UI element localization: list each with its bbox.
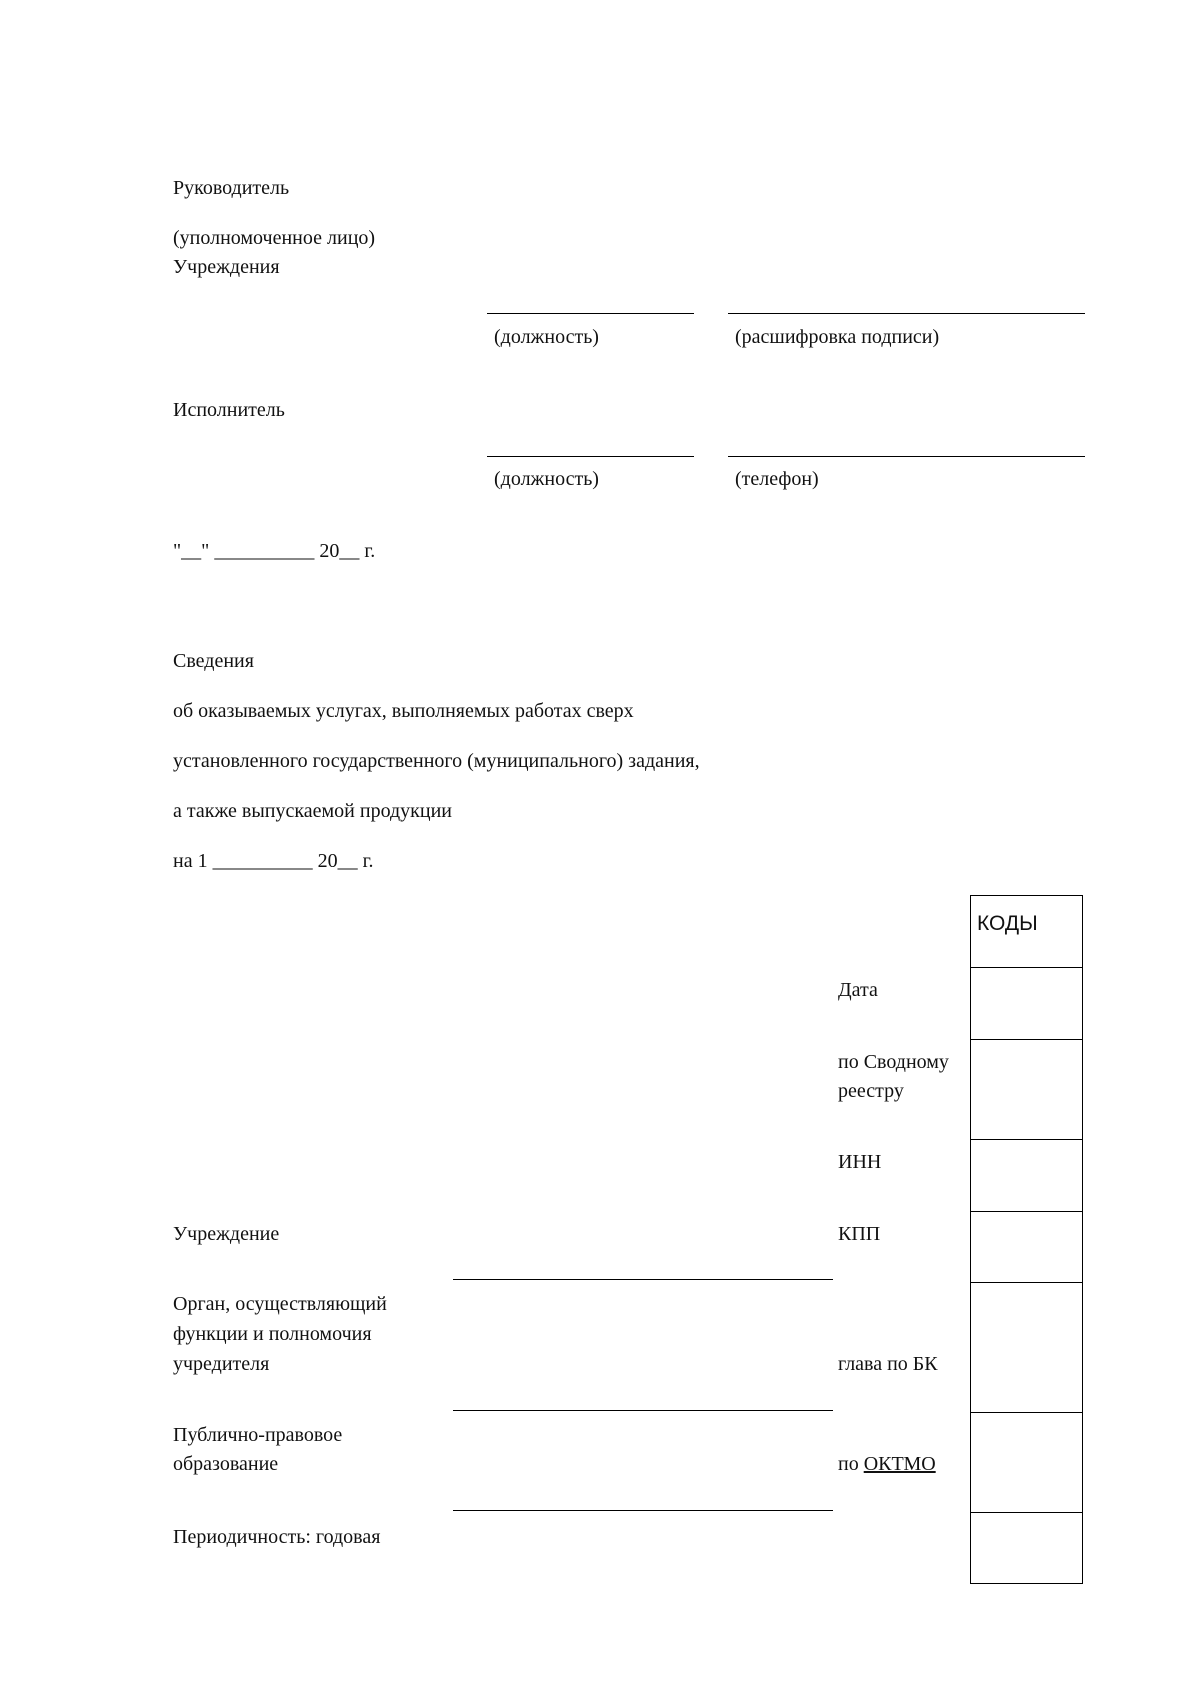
date-code-cell[interactable] [971,968,1082,1040]
oktmo-code-cell[interactable] [971,1413,1082,1513]
signature-date: "__" __________ 20__ г. [173,540,376,562]
document-subtitle-line-2: установленного государственного (муниципального) задания, [173,750,700,772]
public-entity-field-line[interactable] [453,1510,833,1511]
phone-line[interactable] [728,456,1085,457]
founder-field-line[interactable] [453,1410,833,1411]
executor-label: Исполнитель [173,399,285,421]
founder-label-line-3: учредителя [173,1353,270,1375]
inn-code-label: ИНН [838,1151,882,1173]
oktmo-prefix: по [838,1453,864,1475]
founder-label-line-2: функции и полномочия [173,1323,372,1345]
report-date: на 1 __________ 20__ г. [173,850,374,872]
registry-code-label-1: по Сводному [838,1051,949,1073]
document-subtitle-line-1: об оказываемых услугах, выполняемых работах сверх [173,700,634,722]
codes-table [970,895,1083,1584]
executor-position-line[interactable] [487,456,694,457]
codes-header-cell [971,896,1082,968]
kpp-code-label: КПП [838,1223,881,1245]
authorized-person-label: (уполномоченное лицо) [173,227,376,249]
decryption-caption: (расшифровка подписи) [735,326,940,348]
bk-code-cell[interactable] [971,1283,1082,1413]
bk-code-label: глава по БК [838,1353,938,1375]
institution-field-line[interactable] [453,1279,833,1280]
position-signature-line[interactable] [487,313,694,314]
periodicity-label: Периодичность: годовая [173,1526,381,1548]
institution-genitive-label: Учреждения [173,256,280,278]
head-label: Руководитель [173,177,290,199]
public-entity-label-line-1: Публично-правовое [173,1424,343,1446]
phone-caption: (телефон) [735,468,819,490]
registry-code-cell[interactable] [971,1040,1082,1140]
inn-code-cell[interactable] [971,1140,1082,1212]
executor-position-caption: (должность) [494,468,599,490]
founder-label-line-1: Орган, осуществляющий [173,1293,387,1315]
date-code-label: Дата [838,979,878,1001]
oktmo-code-label [838,1450,936,1479]
public-entity-label-line-2: образование [173,1453,279,1475]
codes-header: КОДЫ [977,912,1038,935]
position-caption: (должность) [494,326,599,348]
kpp-code-cell[interactable] [971,1212,1082,1283]
periodicity-code-cell[interactable] [971,1513,1082,1583]
registry-code-label-2: реестру [838,1080,904,1102]
institution-field-label: Учреждение [173,1223,280,1245]
oktmo-link[interactable]: ОКТМО [863,1453,936,1475]
document-subtitle-line-3: а также выпускаемой продукции [173,800,453,822]
document-title: Сведения [173,650,254,672]
decryption-signature-line[interactable] [728,313,1085,314]
